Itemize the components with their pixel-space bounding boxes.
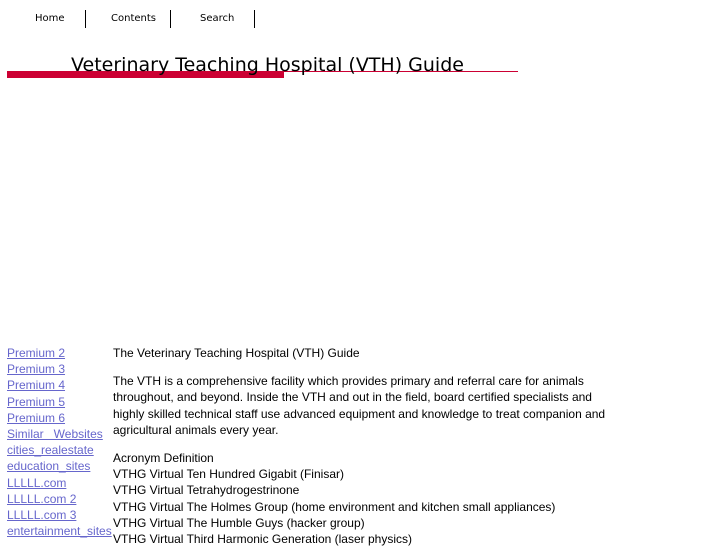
sidebar-item <box>7 491 117 507</box>
sidebar-item <box>7 442 117 458</box>
acronym-row: VTHG Virtual The Holmes Group (home environment and kitchen small appliances) <box>113 499 556 514</box>
main-content <box>113 345 623 547</box>
sidebar-item <box>7 410 117 426</box>
sidebar-links <box>7 345 117 539</box>
sidebar-link-lllll-com[interactable]: LLLLL.com <box>7 475 67 490</box>
sidebar-link-education-sites[interactable]: education_sites <box>7 459 91 474</box>
nav-separator <box>85 10 86 28</box>
nav-home-link[interactable]: Home <box>35 13 65 24</box>
sidebar-item <box>7 523 117 539</box>
page-title: Veterinary Teaching Hospital (VTH) Guide <box>71 54 464 76</box>
sidebar-link-lllll-com-3[interactable]: LLLLL.com 3 <box>7 507 77 522</box>
sidebar-link-premium-6[interactable]: Premium 6 <box>7 410 66 425</box>
sidebar-item <box>7 345 117 361</box>
acronym-row: VTHG Virtual Third Harmonic Generation (laser physics) <box>113 532 412 547</box>
sidebar-item <box>7 394 117 410</box>
sidebar-link-premium-2[interactable]: Premium 2 <box>7 346 66 360</box>
acronym-row: VTHG Virtual Ten Hundred Gigabit (Finisar) <box>113 467 344 482</box>
sidebar-link-premium-3[interactable]: Premium 3 <box>7 362 66 377</box>
sidebar-item <box>7 426 117 442</box>
sidebar-link-entertainment-sites[interactable]: entertainment_sites <box>7 524 112 539</box>
sidebar-link-lllll-com-2[interactable]: LLLLL.com 2 <box>7 491 77 506</box>
nav-separator <box>254 10 255 28</box>
acronym-row: VTHG Virtual Tetrahydrogestrinone <box>113 483 300 498</box>
intro-paragraph: The VTH is a comprehensive facility which provides primary and referral care for animals throughout, and beyond. Inside the VTH and out in the field, board certified specialists and highly skilled technical staff use advanced equipment and knowledge to treat companion and agricultural animals every year. <box>113 374 606 437</box>
sidebar-item <box>7 361 117 377</box>
content-heading: The Veterinary Teaching Hospital (VTH) Guide <box>113 346 360 360</box>
acronym-header: Acronym Definition <box>113 451 214 466</box>
acronym-row: VTHG Virtual The Humble Guys (hacker group) <box>113 515 365 530</box>
sidebar-link-similar-websites[interactable]: Similar Websites <box>7 426 103 441</box>
sidebar-item <box>7 475 117 491</box>
sidebar-item <box>7 458 117 474</box>
sidebar-item <box>7 507 117 523</box>
sidebar-item <box>7 377 117 393</box>
sidebar-link-premium-4[interactable]: Premium 4 <box>7 378 66 393</box>
sidebar-link-cities-realestate[interactable]: cities_realestate <box>7 443 94 458</box>
nav-separator <box>170 10 171 28</box>
nav-search-link[interactable]: Search <box>200 13 235 24</box>
sidebar-link-premium-5[interactable]: Premium 5 <box>7 394 66 409</box>
nav-contents-link[interactable]: Contents <box>111 13 156 24</box>
